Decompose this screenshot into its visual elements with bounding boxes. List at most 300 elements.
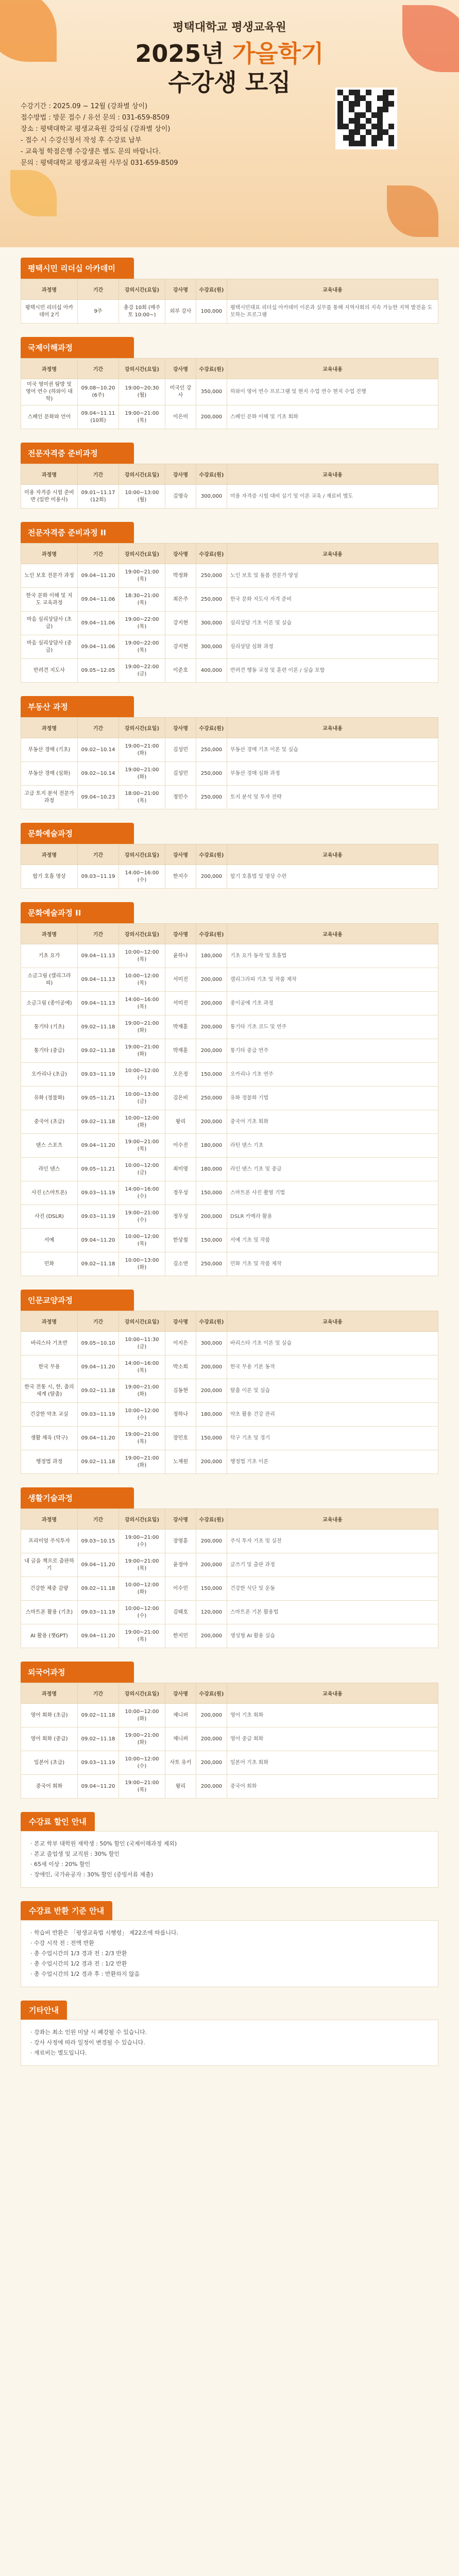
cell-time: 19:00~21:00 (화) [119, 1379, 165, 1403]
table-row [21, 564, 438, 588]
cell-time: 19:00~21:00 (목) [119, 1553, 165, 1577]
cell-period: 09.04~11.11 (10회) [78, 405, 119, 429]
cell-fee: 100,000 [196, 300, 227, 324]
cell-name: 영어 회화 (중급) [21, 1727, 78, 1751]
course-table [21, 279, 438, 324]
cell-fee: 200,000 [196, 1379, 227, 1403]
column-header: 강사명 [165, 1683, 196, 1704]
cell-time: 19:00~21:00 (화) [119, 738, 165, 762]
cell-period: 09.02~11.18 [78, 1110, 119, 1134]
cell-time: 10:00~12:00 (화) [119, 1577, 165, 1601]
cell-name: 유화 (정물화) [21, 1087, 78, 1110]
cell-content: 오카리나 기초 연주 [227, 1063, 438, 1087]
cell-time: 19:00~21:00 (목) [119, 405, 165, 429]
cell-time: 14:00~16:00 (수) [119, 1181, 165, 1205]
column-header: 강사명 [165, 1509, 196, 1530]
notice-item: · 학습비 반환은 「평생교육법 시행령」 제22조에 따릅니다. [30, 1929, 179, 1936]
cell-content: DSLR 카메라 활용 [227, 1205, 438, 1229]
table-row [21, 1577, 438, 1601]
cell-teacher: 강지현 [165, 635, 196, 659]
cell-fee: 400,000 [196, 659, 227, 683]
notice-item: · 총 수업시간의 1/3 경과 전 : 2/3 반환 [30, 1950, 127, 1957]
column-header: 수강료(원) [196, 279, 227, 300]
table-row [21, 968, 438, 992]
cell-period: 09.05~10.10 [78, 1332, 119, 1355]
cell-time: 19:00~22:00 (목) [119, 635, 165, 659]
column-header: 교육내용 [227, 924, 438, 944]
table-row [21, 1775, 438, 1799]
cell-content: 유화 정물화 기법 [227, 1087, 438, 1110]
cell-content: 서예 기초 및 작품 [227, 1229, 438, 1252]
cell-time: 10:00~12:00 (수) [119, 1063, 165, 1087]
cell-teacher: 서미진 [165, 992, 196, 1015]
column-header: 수강료(원) [196, 359, 227, 379]
column-header: 수강료(원) [196, 844, 227, 865]
table-row [21, 635, 438, 659]
cell-name: 한국 무용 [21, 1355, 78, 1379]
table-row [21, 1379, 438, 1403]
notice-item: · 총 수업시간의 1/2 경과 전 : 1/2 반환 [30, 1960, 127, 1967]
column-header: 강사명 [165, 544, 196, 564]
course-section [0, 522, 459, 683]
cell-name: 부동산 경매 (기초) [21, 738, 78, 762]
table-row [21, 1450, 438, 1474]
cell-teacher: 미국인 강사 [165, 379, 196, 405]
cell-period: 09.02~11.18 [78, 1252, 119, 1276]
cell-time: 19:00~21:00 (화) [119, 1727, 165, 1751]
cell-fee: 180,000 [196, 1158, 227, 1181]
cell-name: 내 글을 책으로 출판하기 [21, 1553, 78, 1577]
cell-name: 노인 보호 전문가 과정 [21, 564, 78, 588]
table-row [21, 1624, 438, 1648]
cell-period: 09.02~11.18 [78, 1704, 119, 1727]
section-title: 인문교양과정 [21, 1290, 134, 1311]
cell-teacher: 장민호 [165, 1427, 196, 1450]
cell-fee: 120,000 [196, 1601, 227, 1624]
cell-name: 라인 댄스 [21, 1158, 78, 1181]
column-header: 교육내용 [227, 1683, 438, 1704]
table-row [21, 992, 438, 1015]
cell-teacher: 정하나 [165, 1403, 196, 1427]
etc-title: 기타안내 [21, 2001, 67, 2020]
cell-name: 통기타 (기초) [21, 1015, 78, 1039]
column-header: 교육내용 [227, 1509, 438, 1530]
notice-item: · 장애인, 국가유공자 : 30% 할인 (증빙서류 제출) [30, 1871, 154, 1878]
cell-content: 토지 분석 및 투자 전략 [227, 786, 438, 809]
cell-name: 고급 토지 분석 전문가 과정 [21, 786, 78, 809]
cell-name: 한국 문화 이해 및 지도 교육과정 [21, 588, 78, 612]
column-header: 강의시간(요일) [119, 844, 165, 865]
section-title: 부동산 과정 [21, 696, 134, 717]
cell-teacher: 박정화 [165, 564, 196, 588]
cell-fee: 300,000 [196, 612, 227, 635]
table-row [21, 379, 438, 405]
cell-fee: 150,000 [196, 1181, 227, 1205]
cell-name: 미용 자격증 시험 준비반 (일반 미용사) [21, 485, 78, 509]
table-row [21, 786, 438, 809]
table-row [21, 1252, 438, 1276]
cell-name: 댄스 스포츠 [21, 1134, 78, 1158]
column-header: 교육내용 [227, 718, 438, 738]
cell-teacher: 윤정아 [165, 1553, 196, 1577]
cell-teacher: 이수진 [165, 1134, 196, 1158]
cell-content: 생성형 AI 활용 실습 [227, 1624, 438, 1648]
column-header: 강사명 [165, 359, 196, 379]
cell-period: 09.02~11.18 [78, 1577, 119, 1601]
cell-period: 09.04~11.20 [78, 1427, 119, 1450]
cell-period: 09.05~11.21 [78, 1087, 119, 1110]
cell-fee: 200,000 [196, 405, 227, 429]
cell-content: 바리스타 기초 이론 및 실습 [227, 1332, 438, 1355]
table-row [21, 1134, 438, 1158]
column-header: 수강료(원) [196, 544, 227, 564]
course-table [21, 464, 438, 509]
table-row [21, 1205, 438, 1229]
cell-fee: 300,000 [196, 635, 227, 659]
cell-name: 부동산 경매 (심화) [21, 762, 78, 786]
cell-time: 19:00~21:00 (목) [119, 1134, 165, 1158]
cell-time: 10:00~12:00 (목) [119, 944, 165, 968]
cell-time: 총강 10회 (매주 토 10:00~) [119, 300, 165, 324]
column-header: 수강료(원) [196, 1509, 227, 1530]
cell-teacher: 김영숙 [165, 485, 196, 509]
cell-content: 미용 자격증 시험 대비 실기 및 이론 교육 / 재료비 별도 [227, 485, 438, 509]
cell-time: 19:00~21:00 (목) [119, 1427, 165, 1450]
cell-time: 14:00~16:00 (목) [119, 992, 165, 1015]
cell-content: 글쓰기 및 출판 과정 [227, 1553, 438, 1577]
qr-code-icon[interactable] [335, 88, 397, 149]
cell-teacher: 김성민 [165, 738, 196, 762]
column-header: 과정명 [21, 544, 78, 564]
cell-teacher: 윤하나 [165, 944, 196, 968]
cell-name: 통기타 (중급) [21, 1039, 78, 1063]
cell-teacher: 이은미 [165, 405, 196, 429]
course-section [0, 443, 459, 509]
footer-decoration [0, 2079, 459, 2110]
table-row [21, 944, 438, 968]
cell-fee: 200,000 [196, 992, 227, 1015]
cell-time: 18:30~21:00 (목) [119, 588, 165, 612]
column-header: 교육내용 [227, 1311, 438, 1332]
cell-name: 마음 심리상담사 (중급) [21, 635, 78, 659]
cell-teacher: 오은정 [165, 1063, 196, 1087]
cell-content: 종이공예 기초 과정 [227, 992, 438, 1015]
column-header: 강의시간(요일) [119, 359, 165, 379]
cell-time: 19:00~21:00 (화) [119, 1015, 165, 1039]
cell-fee: 200,000 [196, 1704, 227, 1727]
cell-time: 10:00~13:00 (금) [119, 1087, 165, 1110]
cell-content: 통기타 중급 연주 [227, 1039, 438, 1063]
cell-period: 09.03~11.19 [78, 1205, 119, 1229]
column-header: 기간 [78, 1509, 119, 1530]
cell-teacher: 외부 강사 [165, 300, 196, 324]
cell-fee: 200,000 [196, 1775, 227, 1799]
cell-teacher: 정민수 [165, 786, 196, 809]
course-section [0, 337, 459, 429]
cell-content: 약초 활용 건강 관리 [227, 1403, 438, 1427]
cell-teacher: 박재훈 [165, 1015, 196, 1039]
cell-time: 19:00~21:00 (화) [119, 1039, 165, 1063]
cell-name: 중국어 회화 [21, 1775, 78, 1799]
cell-content: 부동산 경매 기초 이론 및 실습 [227, 738, 438, 762]
column-header: 강의시간(요일) [119, 1311, 165, 1332]
cell-content: 기초 요가 동작 및 호흡법 [227, 944, 438, 968]
info-list [21, 101, 258, 169]
cell-name: 사진 (DSLR) [21, 1205, 78, 1229]
cell-fee: 200,000 [196, 865, 227, 889]
table-row [21, 1427, 438, 1450]
cell-teacher: 김동현 [165, 1379, 196, 1403]
cell-teacher: 노재원 [165, 1450, 196, 1474]
section-title: 전문자격증 준비과정 [21, 443, 134, 464]
table-row [21, 659, 438, 683]
column-header: 교육내용 [227, 359, 438, 379]
course-table [21, 1509, 438, 1648]
column-header: 기간 [78, 924, 119, 944]
cell-teacher: 정우성 [165, 1181, 196, 1205]
course-sections [0, 258, 459, 1799]
cell-name: 사진 (스마트폰) [21, 1181, 78, 1205]
cell-time: 10:00~12:00 (수) [119, 1751, 165, 1775]
cell-fee: 250,000 [196, 1087, 227, 1110]
notice-item: · 본교 졸업생 및 교직원 : 30% 할인 [30, 1851, 120, 1857]
cell-fee: 250,000 [196, 738, 227, 762]
refund-section [0, 1901, 459, 1987]
table-row [21, 1039, 438, 1063]
column-header: 강의시간(요일) [119, 544, 165, 564]
table-row [21, 1530, 438, 1553]
column-header: 기간 [78, 844, 119, 865]
cell-period: 09.04~11.20 [78, 1553, 119, 1577]
cell-time: 10:00~12:00 (금) [119, 1158, 165, 1181]
cell-teacher: 최은주 [165, 588, 196, 612]
column-header: 수강료(원) [196, 718, 227, 738]
column-header: 강의시간(요일) [119, 1509, 165, 1530]
notice-item: · 강좌는 최소 인원 미달 시 폐강될 수 있습니다. [30, 2029, 147, 2036]
cell-name: 평택시민 리더십 아카데미 2기 [21, 300, 78, 324]
discount-section [0, 1812, 459, 1888]
cell-fee: 150,000 [196, 1577, 227, 1601]
column-header: 강사명 [165, 844, 196, 865]
cell-time: 19:00~21:00 (수) [119, 1530, 165, 1553]
cell-time: 18:00~21:00 (목) [119, 786, 165, 809]
cell-period: 09.02~10.14 [78, 762, 119, 786]
table-row [21, 588, 438, 612]
column-header: 강의시간(요일) [119, 279, 165, 300]
column-header: 수강료(원) [196, 924, 227, 944]
section-title: 평택시민 리더십 아카데미 [21, 258, 134, 279]
section-title: 문화예술과정 [21, 823, 134, 844]
course-table [21, 358, 438, 429]
cell-name: 스마트폰 활용 (기초) [21, 1601, 78, 1624]
column-header: 기간 [78, 1311, 119, 1332]
cell-teacher: 한지수 [165, 865, 196, 889]
table-row [21, 612, 438, 635]
table-row [21, 1087, 438, 1110]
column-header: 강사명 [165, 718, 196, 738]
cell-time: 19:00~21:00 (목) [119, 1624, 165, 1648]
cell-fee: 150,000 [196, 1063, 227, 1087]
cell-fee: 200,000 [196, 1624, 227, 1648]
section-title: 국제이해과정 [21, 337, 134, 358]
cell-content: 스마트폰 기본 활용법 [227, 1601, 438, 1624]
info-line: 문의 : 평택대학교 평생교육원 사무실 031-659-8509 [21, 159, 178, 167]
cell-fee: 250,000 [196, 1252, 227, 1276]
cell-fee: 200,000 [196, 1751, 227, 1775]
cell-content: 반려견 행동 교정 및 훈련 이론 / 실습 포함 [227, 659, 438, 683]
cell-content: 탈춤 이론 및 실습 [227, 1379, 438, 1403]
cell-teacher: 이수민 [165, 1577, 196, 1601]
cell-name: 오카리나 (초급) [21, 1063, 78, 1087]
notice-item: · 본교 학부 대학원 재학생 : 50% 할인 (국제이해과정 제외) [30, 1840, 177, 1847]
course-table [21, 717, 438, 809]
cell-period: 09.08~10.20 (6주) [78, 379, 119, 405]
table-row [21, 1158, 438, 1181]
cell-content: 라틴 댄스 기초 [227, 1134, 438, 1158]
cell-fee: 250,000 [196, 564, 227, 588]
cell-content: 심리상담 기초 이론 및 실습 [227, 612, 438, 635]
cell-content: 중국어 기초 회화 [227, 1110, 438, 1134]
cell-name: 중국어 (초급) [21, 1110, 78, 1134]
notice-item: · 65세 이상 : 20% 할인 [30, 1861, 91, 1868]
course-table [21, 543, 438, 683]
column-header: 과정명 [21, 718, 78, 738]
column-header: 기간 [78, 718, 119, 738]
page-subtitle: 수강생 모집 [168, 69, 291, 96]
column-header: 과정명 [21, 924, 78, 944]
column-header: 과정명 [21, 464, 78, 485]
course-table [21, 844, 438, 889]
course-section [0, 696, 459, 809]
cell-fee: 180,000 [196, 1403, 227, 1427]
cell-teacher: 박재훈 [165, 1039, 196, 1063]
cell-teacher: 김소연 [165, 1252, 196, 1276]
cell-time: 14:00~16:00 (수) [119, 865, 165, 889]
cell-fee: 250,000 [196, 762, 227, 786]
cell-period: 09.01~11.17 (12회) [78, 485, 119, 509]
cell-name: 스페인 문화와 언어 [21, 405, 78, 429]
cell-content: 라인 댄스 기초 및 중급 [227, 1158, 438, 1181]
cell-period: 09.03~11.19 [78, 1063, 119, 1087]
cell-content: 하와이 영어 연수 프로그램 및 현지 수업 연수 현지 수업 진행 [227, 379, 438, 405]
cell-time: 10:00~13:00 (화) [119, 1252, 165, 1276]
cell-content: 주식 투자 기초 및 실전 [227, 1530, 438, 1553]
cell-period: 09.03~10.15 [78, 1530, 119, 1553]
column-header: 교육내용 [227, 844, 438, 865]
column-header: 과정명 [21, 1509, 78, 1530]
cell-teacher: 이준호 [165, 659, 196, 683]
course-section [0, 258, 459, 324]
column-header: 강사명 [165, 464, 196, 485]
cell-name: 민화 [21, 1252, 78, 1276]
cell-time: 10:00~12:00 (목) [119, 968, 165, 992]
table-row [21, 1704, 438, 1727]
cell-name: 미국 영미권 탐방 및 영어 연수 (하와이 대학) [21, 379, 78, 405]
cell-period: 09.05~11.21 [78, 1158, 119, 1181]
course-section [0, 902, 459, 1276]
cell-teacher: 제니퍼 [165, 1727, 196, 1751]
cell-teacher: 한지민 [165, 1624, 196, 1648]
table-row [21, 1015, 438, 1039]
cell-period: 09.04~10.23 [78, 786, 119, 809]
course-table [21, 1683, 438, 1799]
cell-content: 부동산 경매 심화 과정 [227, 762, 438, 786]
notice-item: · 재료비는 별도입니다. [30, 2049, 87, 2056]
cell-teacher: 정우성 [165, 1205, 196, 1229]
cell-fee: 250,000 [196, 786, 227, 809]
column-header: 교육내용 [227, 464, 438, 485]
cell-time: 19:00~21:00 (목) [119, 564, 165, 588]
cell-content: 건강한 식단 및 운동 [227, 1577, 438, 1601]
cell-period: 09.04~11.20 [78, 1134, 119, 1158]
cell-period: 09.03~11.19 [78, 1403, 119, 1427]
cell-fee: 200,000 [196, 1553, 227, 1577]
cell-time: 19:00~22:00 (금) [119, 659, 165, 683]
table-row [21, 1063, 438, 1087]
cell-fee: 200,000 [196, 1015, 227, 1039]
cell-fee: 200,000 [196, 1530, 227, 1553]
cell-name: 생활 체육 (탁구) [21, 1427, 78, 1450]
cell-content: 행정법 기초 이론 [227, 1450, 438, 1474]
column-header: 수강료(원) [196, 464, 227, 485]
cell-time: 19:00~21:00 (목) [119, 1775, 165, 1799]
column-header: 과정명 [21, 279, 78, 300]
cell-period: 09.04~11.06 [78, 588, 119, 612]
hero-banner [0, 0, 459, 247]
cell-time: 19:00~22:00 (목) [119, 612, 165, 635]
leaf-decoration [10, 170, 57, 216]
column-header: 강의시간(요일) [119, 924, 165, 944]
column-header: 과정명 [21, 844, 78, 865]
column-header: 강의시간(요일) [119, 464, 165, 485]
cell-time: 10:00~12:00 (화) [119, 1110, 165, 1134]
cell-content: 중국어 회화 [227, 1775, 438, 1799]
table-row [21, 1403, 438, 1427]
refund-title: 수강료 반환 기준 안내 [21, 1901, 112, 1920]
notice-item: · 총 수업시간의 1/2 경과 후 : 반환하지 않음 [30, 1971, 140, 1977]
etc-list [21, 2020, 438, 2066]
discount-title: 수강료 할인 안내 [21, 1812, 95, 1831]
cell-time: 19:00~21:00 (수) [119, 1205, 165, 1229]
cell-name: 마음 심리상담사 (초급) [21, 612, 78, 635]
notice-item: · 강사 사정에 따라 일정이 변경될 수 있습니다. [30, 2039, 145, 2046]
cell-content: 통기타 기초 코드 및 연주 [227, 1015, 438, 1039]
column-header: 수강료(원) [196, 1311, 227, 1332]
cell-time: 10:00~12:00 (목) [119, 1229, 165, 1252]
etc-section [0, 2001, 459, 2066]
column-header: 기간 [78, 464, 119, 485]
cell-period: 09.03~11.19 [78, 865, 119, 889]
cell-content: 스페인 문화 이해 및 기초 회화 [227, 405, 438, 429]
cell-content: 탁구 기초 및 경기 [227, 1427, 438, 1450]
page-title: 2025년 가을학기 [135, 40, 324, 67]
section-title: 전문자격증 준비과정 II [21, 522, 134, 543]
column-header: 기간 [78, 1683, 119, 1704]
cell-period: 09.04~11.20 [78, 1229, 119, 1252]
cell-name: 합기 호흡 명상 [21, 865, 78, 889]
table-row [21, 405, 438, 429]
cell-period: 9주 [78, 300, 119, 324]
table-row [21, 1181, 438, 1205]
cell-fee: 300,000 [196, 485, 227, 509]
cell-name: 소금그림 (캘리그라피) [21, 968, 78, 992]
cell-period: 09.04~11.13 [78, 944, 119, 968]
table-row [21, 300, 438, 324]
cell-teacher: 김은비 [165, 1087, 196, 1110]
cell-period: 09.04~11.06 [78, 635, 119, 659]
course-section [0, 1487, 459, 1648]
cell-period: 09.04~11.13 [78, 968, 119, 992]
